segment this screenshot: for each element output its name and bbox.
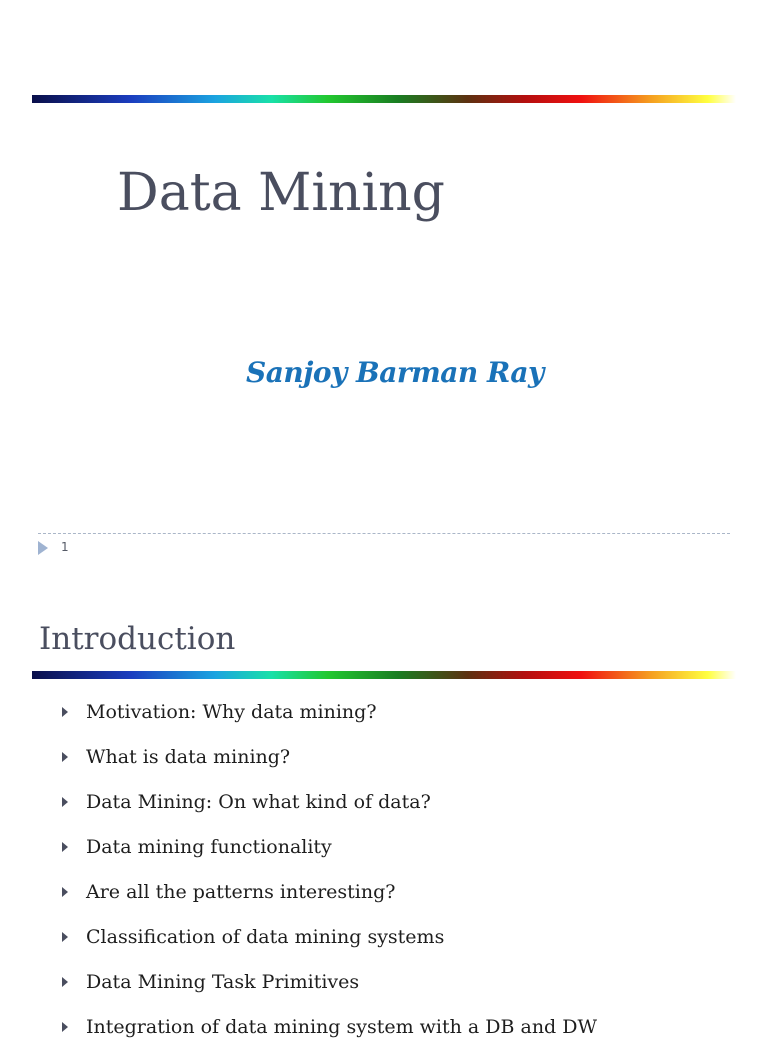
bullet-triangle-icon <box>62 887 68 897</box>
slide-title: Data Mining <box>117 163 445 223</box>
list-item <box>60 1004 597 1049</box>
bullet-text: Integration of data mining system with a DB and DW <box>86 1015 598 1038</box>
bullet-text: What is data mining? <box>86 745 291 768</box>
bullet-triangle-icon <box>62 1022 68 1032</box>
list-item <box>60 779 597 824</box>
title-rainbow-bar <box>32 95 736 103</box>
list-item <box>60 734 597 779</box>
footer-triangle-icon <box>38 541 48 555</box>
bullet-text: Are all the patterns interesting? <box>86 880 396 903</box>
bullet-triangle-icon <box>62 842 68 852</box>
bullet-text: Data mining functionality <box>86 835 332 858</box>
slide-page-number: 1 <box>61 540 69 554</box>
bullet-triangle-icon <box>62 977 68 987</box>
bullet-triangle-icon <box>62 932 68 942</box>
list-item <box>60 869 597 914</box>
bullet-triangle-icon <box>62 797 68 807</box>
slide-footer-divider <box>38 533 730 534</box>
bullet-triangle-icon <box>62 752 68 762</box>
bullet-text: Data Mining: On what kind of data? <box>86 790 431 813</box>
bullet-text: Motivation: Why data mining? <box>86 700 377 723</box>
bullet-text: Classification of data mining systems <box>86 925 445 948</box>
bullet-text: Data Mining Task Primitives <box>86 970 360 993</box>
list-item <box>60 824 597 869</box>
list-item <box>60 914 597 959</box>
list-item <box>60 959 597 1004</box>
section-title: Introduction <box>39 621 236 657</box>
section-rainbow-bar <box>32 671 736 679</box>
bullet-list <box>60 689 597 1049</box>
author-name: Sanjoy Barman Ray <box>246 356 544 389</box>
list-item <box>60 689 597 734</box>
bullet-triangle-icon <box>62 707 68 717</box>
